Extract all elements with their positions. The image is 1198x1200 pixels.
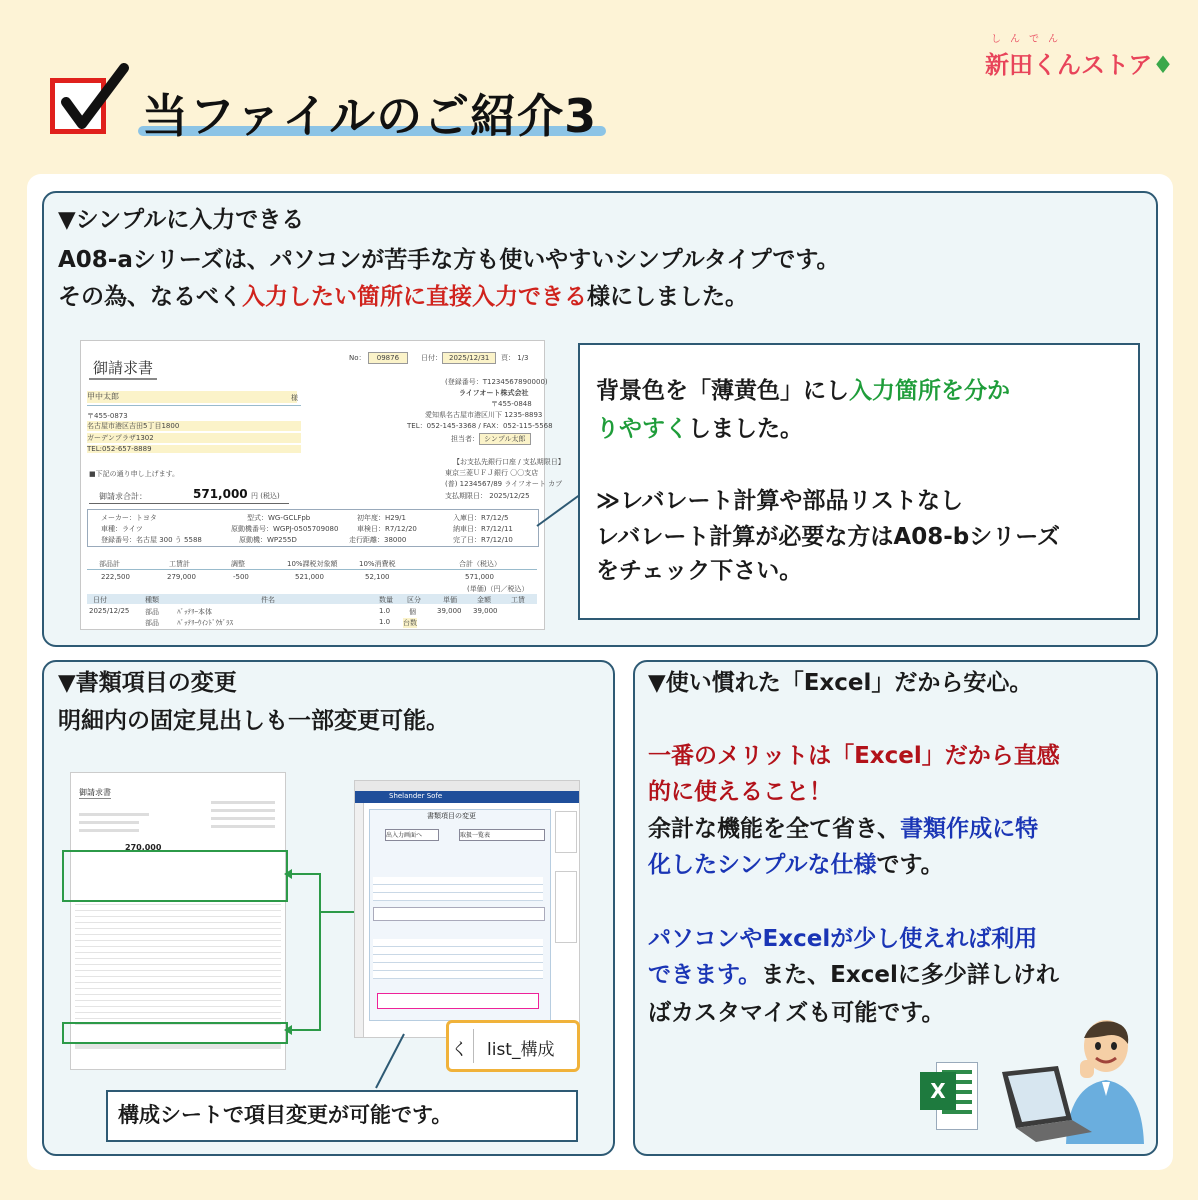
connector-line — [370, 1030, 410, 1092]
sum-h3: 10%課税対象額 — [287, 560, 338, 568]
veh-in: 入庫日：R7/12/5 — [453, 514, 509, 522]
det-h0: 日付 — [93, 596, 107, 604]
total-amount: 571,000 — [193, 487, 248, 501]
tab-prefix: く — [451, 1040, 468, 1060]
sheet-btn2[interactable]: 取扱一覧表 — [459, 829, 545, 841]
det-h3: 数量 — [379, 596, 393, 604]
invoice-title: 御請求書 — [89, 357, 157, 380]
veh-maker: メーカー：トヨタ — [101, 514, 157, 522]
det-h5: 単価 — [443, 596, 457, 604]
panel3-line6: できます。また、Excelに多少詳しけれ — [648, 962, 1059, 988]
sum-v4: 52,100 — [365, 573, 390, 581]
panel2-line1: 明細内の固定見出しも一部変更可能。 — [58, 708, 449, 734]
sum-note: (単価)（円／税込） — [467, 585, 529, 593]
row0-amount: 39,000 — [473, 607, 498, 615]
bank-name: 東京三菱ＵＦＪ銀行 〇〇支店 — [445, 469, 539, 477]
excel-icon — [918, 1060, 976, 1130]
excel-sheet-screenshot — [354, 780, 580, 1038]
checkmark-icon — [52, 62, 132, 142]
customer-addr1: 名古屋市港区吉田5丁目1800 — [87, 421, 301, 431]
panel2-heading: ▼書類項目の変更 — [58, 670, 237, 696]
det-h1: 種類 — [145, 596, 159, 604]
row1-unit: 台数 — [403, 619, 417, 627]
panel1-line2: その為、なるべく入力したい箇所に直接入力できる様にしました。 — [58, 284, 748, 310]
sheet-btn1[interactable]: 出入力画面へ — [385, 829, 439, 841]
row1-qty: 1.0 — [379, 618, 391, 626]
veh-shaken: 車検日：R7/12/20 — [357, 525, 417, 533]
logo-text: 新田くんストア♦ — [985, 51, 1174, 79]
panel3-line2: 的に使えること！ — [648, 779, 832, 805]
sum-h2: 調整 — [231, 560, 245, 568]
callout1-line5: をチェック下さい。 — [596, 558, 803, 584]
sum-v3: 521,000 — [295, 573, 324, 581]
det-h4: 区分 — [407, 596, 421, 604]
panel3-heading: ▼使い慣れた「Excel」だから安心。 — [648, 670, 1033, 696]
callout1-line3: ≫レバレート計算や部品リストなし — [596, 488, 964, 514]
invoice-no: No： 09876 — [349, 353, 408, 363]
row0-name: ﾊﾞｯﾃﾘｰ本体 — [177, 608, 212, 616]
total-label: 御請求合計： — [99, 492, 147, 501]
sum-h0: 部品計 — [99, 560, 120, 568]
staff: 担当者： シンプル太郎 — [451, 434, 531, 444]
company-addr: 愛知県名古屋市港区川下 1235-8893 — [425, 411, 543, 419]
panel3-line4: 化したシンプルな仕様です。 — [648, 852, 944, 878]
veh-model: 型式：WG-GCLFpb — [247, 514, 311, 522]
company-name: ライフオート株式会社 — [459, 389, 529, 397]
arrow-connector — [280, 860, 360, 1040]
sum-v2: -500 — [233, 573, 249, 581]
logo-ruby: しんでん — [991, 34, 1067, 45]
customer-name: 甲中太郎 — [87, 391, 297, 403]
customer-addr2: ガーデンプラザ1302 — [87, 433, 301, 443]
veh-engine: 原動機番号：WGPJ-0505709080 — [231, 525, 339, 533]
callout1-line1: 背景色を「薄黄色」にし入力箇所を分か — [596, 378, 1010, 404]
invoice-screenshot — [80, 340, 565, 630]
sheet-tab-label: list_構成 — [487, 1040, 555, 1060]
row0-type: 部品 — [145, 608, 159, 616]
panel3-line1: 一番のメリットは「Excel」だから直感 — [648, 743, 1060, 769]
row1-name: ﾊﾞｯﾃﾘｰｳｲﾝﾄﾞｳｶﾞﾗｽ — [177, 619, 233, 627]
veh-reg: 登録番号：名古屋 300 う 5588 — [101, 536, 202, 544]
thumb-title: 御請求書 — [79, 788, 111, 797]
person-laptop-illustration — [996, 1016, 1144, 1144]
panel1-heading: ▼シンプルに入力できる — [58, 207, 305, 233]
total-unit: 円 (税込) — [251, 492, 280, 500]
customer-tel: TEL:052-657-8889 — [87, 445, 301, 453]
customer-zip: 〒455-0873 — [87, 412, 128, 420]
invoice-page: 頁： 1/3 — [501, 354, 529, 362]
sum-h5: 合計（税込） — [459, 560, 501, 568]
panel3-line3: 余計な機能を全て省き、書類作成に特 — [648, 816, 1039, 842]
veh-done: 完了日：R7/12/10 — [453, 536, 513, 544]
sum-h1: 工賃計 — [169, 560, 190, 568]
due-date: 支払期限日： 2025/12/25 — [445, 492, 530, 500]
veh-type: 原動機：WP255D — [239, 536, 297, 544]
panel3-line7: ばカスタマイズも可能です。 — [648, 1000, 945, 1026]
row0-unit: 個 — [409, 608, 416, 616]
callout1-line4: レバレート計算が必要な方はA08-bシリーズ — [596, 524, 1061, 550]
store-logo — [985, 30, 1175, 84]
veh-mileage: 走行距離：38000 — [349, 536, 407, 544]
invoice-date: 日付： 2025/12/31 — [421, 353, 496, 363]
sheet-title: 書類項目の変更 — [427, 812, 476, 820]
callout2-text: 構成シートで項目変更が可能です。 — [118, 1103, 453, 1127]
row0-date: 2025/12/25 — [89, 607, 130, 615]
page-title: 当ファイルのご紹介3 — [142, 89, 598, 143]
veh-out: 納車日：R7/12/11 — [453, 525, 513, 533]
det-h2: 件名 — [261, 596, 275, 604]
row0-qty: 1.0 — [379, 607, 391, 615]
sum-h4: 10%消費税 — [359, 560, 396, 568]
sheet-tab: Shelander Sofe — [389, 792, 443, 800]
company-zip: 〒455-0848 — [491, 400, 532, 408]
bank-account: (普) 1234567/89 ライフオート カブ — [445, 480, 563, 488]
callout1-line2: りやすくしました。 — [596, 416, 803, 442]
row0-price: 39,000 — [437, 607, 462, 615]
det-h6: 金額 — [477, 596, 491, 604]
reg-number: (登録番号：T1234567890000) — [445, 378, 548, 386]
company-tel: TEL：052-145-3368 / FAX：052-115-5568 — [407, 422, 553, 430]
sheet-tab-zoom[interactable] — [446, 1020, 580, 1072]
thumb-total: 270,000 — [125, 843, 162, 852]
sum-v5: 571,000 — [465, 573, 494, 581]
excel-letter: X — [920, 1072, 956, 1110]
panel1-line1: A08-aシリーズは、パソコンが苦手な方も使いやすいシンプルタイプです。 — [58, 247, 840, 273]
highlight-box-footer — [62, 1022, 288, 1044]
det-h7: 工賃 — [511, 596, 525, 604]
bank-heading: 【お支払先銀行口座 / 支払期限日】 — [453, 458, 565, 466]
invoice-note: ■下記の通り申し上げます。 — [89, 470, 180, 478]
veh-name: 車種：ライツ — [101, 525, 143, 533]
honorific: 様 — [291, 394, 298, 402]
row1-type: 部品 — [145, 619, 159, 627]
panel3-line5: パソコンやExcelが少し使えれば利用 — [648, 926, 1038, 952]
highlight-box-header — [62, 850, 288, 902]
sum-v0: 222,500 — [101, 573, 130, 581]
sum-v1: 279,000 — [167, 573, 196, 581]
veh-first: 初年度：H29/1 — [357, 514, 406, 522]
